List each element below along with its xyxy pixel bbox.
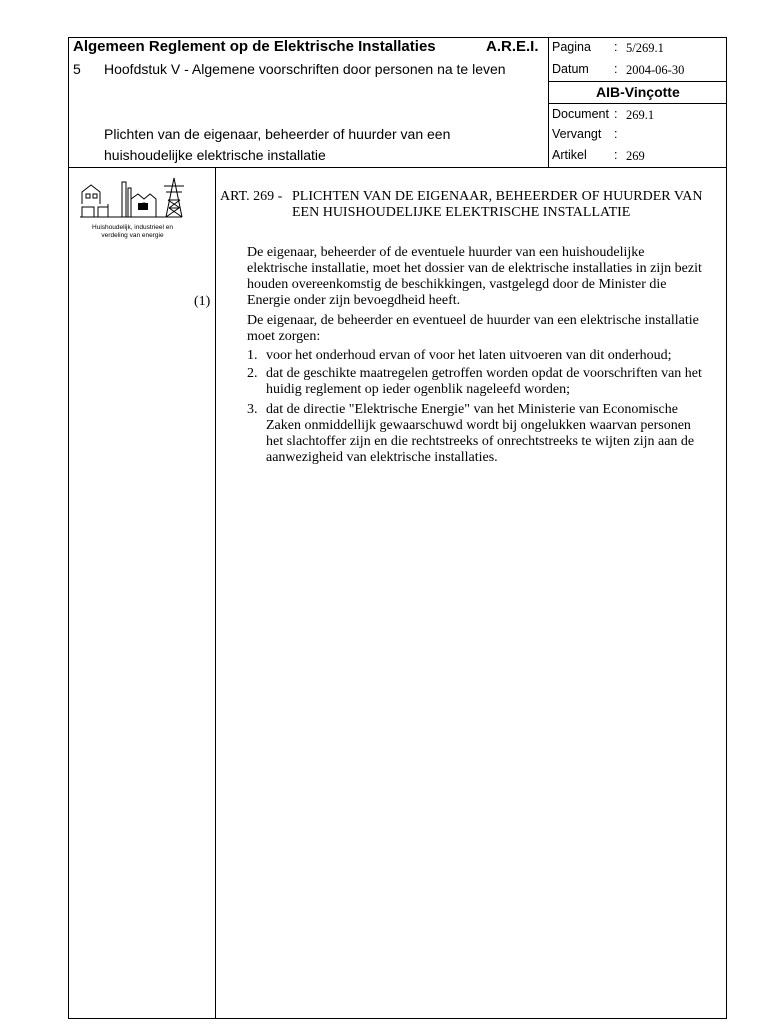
document-label: Document [552,107,609,121]
meta-divider-2 [548,103,727,104]
list-item-1-line-1: voor het onderhoud ervan of voor het laten uitvoeren van dit onderhoud; [266,348,672,363]
chapter-title: Hoofdstuk V - Algemene voorschriften door personen na te leven [104,61,506,77]
artikel-colon: : [614,148,618,162]
vervangt-colon: : [614,127,618,141]
house-factory-pylon-icon [78,174,188,224]
list-item-1-number: 1. [247,348,258,363]
datum-label: Datum [552,62,589,76]
list-item-3-line-4: aanwezigheid van elektrische installaties. [266,450,498,465]
artikel-value: 269 [626,149,645,163]
subject-line-1: Plichten van de eigenaar, beheerder of huurder van een [104,126,451,142]
datum-colon: : [614,62,618,76]
para1-line-2: elektrische installatie, moet het dossier van de elektrische installaties in zijn bezit [247,261,702,276]
document-colon: : [614,107,618,121]
list-item-3-line-3: het slachtoffer zijn en die rechtstreeks of onrechtstreeks te wijten zijn aan de [266,434,695,449]
artikel-label: Artikel [552,148,587,162]
para2-line-1: De eigenaar, de beheerder en eventueel de huurder van een elektrische installatie [247,313,699,328]
article-title-line-1: PLICHTEN VAN DE EIGENAAR, BEHEERDER OF HUURDER VAN [292,189,703,204]
article-title-line-2: EEN HUISHOUDELIJKE ELEKTRISCHE INSTALLATIE [292,205,631,220]
regulation-abbr: A.R.E.I. [486,38,539,55]
datum-value: 2004-06-30 [626,63,685,77]
para2-line-2: moet zorgen: [247,329,321,344]
list-item-3-line-1: dat de directie "Elektrische Energie" van het Ministerie van Economische [266,402,678,417]
margin-column-divider [215,167,216,1019]
margin-note: (1) [194,294,211,309]
para1-line-1: De eigenaar, beheerder of de eventuele huurder van een huishoudelijke [247,245,645,260]
list-item-2-line-1: dat de geschikte maatregelen getroffen worden opdat de voorschriften van het [266,366,702,381]
installation-types-logo [78,174,188,224]
pagina-colon: : [614,40,618,54]
article-number: ART. 269 - [220,189,283,204]
header-divider-horizontal [68,167,727,168]
list-item-3-number: 3. [247,402,258,417]
meta-divider-1 [548,81,727,82]
organisation-name: AIB-Vinçotte [596,84,680,100]
vervangt-label: Vervangt [552,127,602,141]
regulation-title: Algemeen Reglement op de Elektrische Installaties [73,38,436,55]
subject-line-2: huishoudelijke elektrische installatie [104,147,326,163]
para1-line-3: houden overeenkomstig de beschikkingen, vastgelegd door de Minister die [247,277,667,292]
list-item-3-line-2: Zaken onmiddellijk gewaarschuwd wordt bij ongelukken waarvan personen [266,418,691,433]
pagina-label: Pagina [552,40,591,54]
document-value: 269.1 [626,108,655,122]
list-item-2-number: 2. [247,366,258,381]
logo-caption-line-2: verdeling van energie [101,232,164,239]
para1-line-4: Energie onder zijn bevoegdheid heeft. [247,293,461,308]
pagina-value: 5/269.1 [626,41,664,55]
chapter-number: 5 [73,61,81,77]
logo-caption-line-1: Huishoudelijk, industrieel en [92,224,173,231]
list-item-2-line-2: huidig reglement op ieder ogenblik nageleefd worden; [266,382,571,397]
